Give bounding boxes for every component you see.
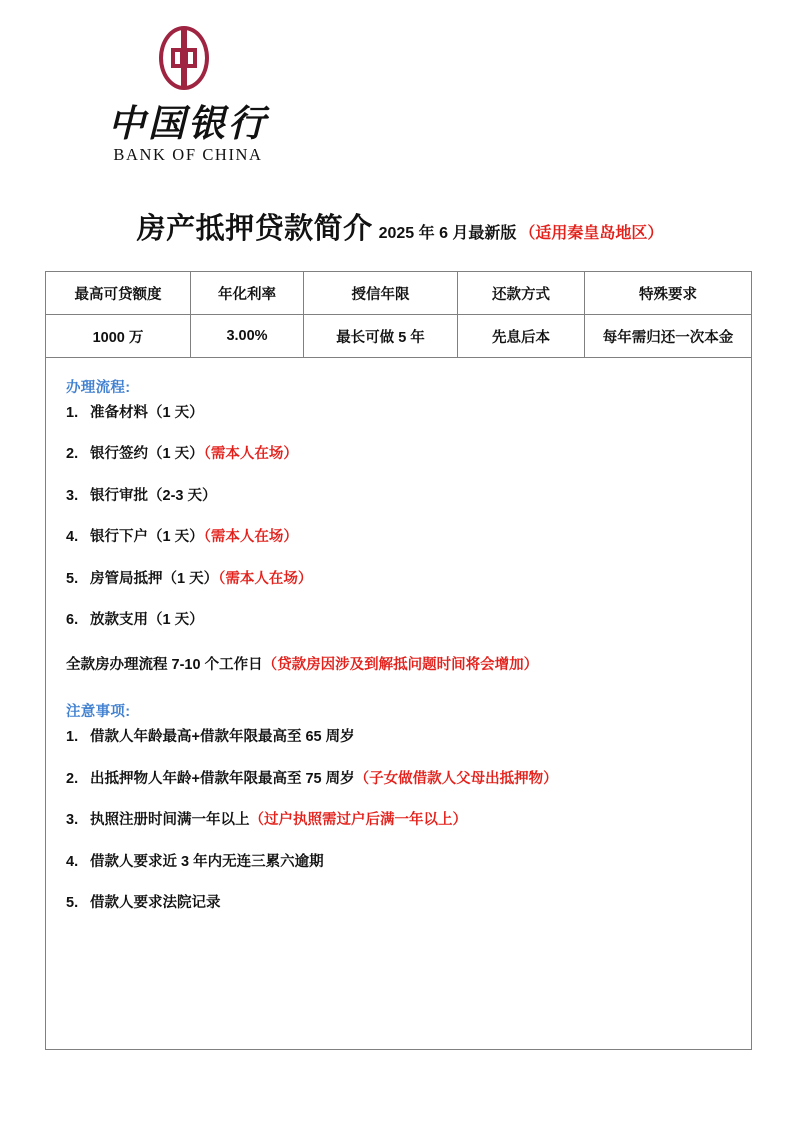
list-item <box>66 488 731 505</box>
list-item <box>66 729 731 746</box>
list-item <box>66 895 731 912</box>
table-value-row <box>46 315 751 358</box>
content-body <box>46 358 751 912</box>
notes-list <box>66 729 731 912</box>
list-item-number: 2. <box>66 446 79 463</box>
list-item-note: （过户执照需过户后满一年以上） <box>249 812 467 829</box>
page-title <box>0 206 800 247</box>
list-item <box>66 854 731 871</box>
list-item <box>66 446 731 463</box>
table-header-cell-repayment-method: 还款方式 <box>458 272 585 315</box>
list-item <box>66 529 731 546</box>
table-header-cell-annual-rate: 年化利率 <box>191 272 304 315</box>
list-item <box>66 405 731 422</box>
list-item-number: 5. <box>66 894 79 911</box>
list-item-text: 出抵押物人年龄+借款年限最高至 75 周岁 <box>90 770 355 787</box>
list-item-text: 借款人要求近 3 年内无连三累六逾期 <box>90 853 324 870</box>
process-summary-note: （贷款房因涉及到解抵问题时间将会增加） <box>262 657 539 674</box>
section-heading-notes: 注意事项: <box>66 704 131 721</box>
loan-spec-table <box>46 272 751 358</box>
table-header-cell-max-amount: 最高可贷额度 <box>46 272 191 315</box>
brand-name-chinese: 中国银行 <box>108 101 268 145</box>
table-value-cell-max-amount: 1000 万 <box>46 315 191 358</box>
list-item-text: 执照注册时间满一年以上 <box>90 812 250 829</box>
list-item-number: 3. <box>66 487 79 504</box>
list-item <box>66 771 731 788</box>
list-item-text: 放款支用（1 天） <box>90 611 204 628</box>
list-item-text: 银行下户（1 天） <box>90 529 204 546</box>
table-header-row <box>46 272 751 315</box>
list-item-text: 银行签约（1 天） <box>90 446 204 463</box>
list-item-text: 借款人要求法院记录 <box>90 894 221 911</box>
list-item <box>66 612 731 629</box>
brand-name-english: BANK OF CHINA <box>113 144 263 164</box>
list-item-text: 借款人年龄最高+借款年限最高至 65 周岁 <box>90 729 355 746</box>
list-item-text: 房管局抵押（1 天） <box>90 570 219 587</box>
list-item-number: 1. <box>66 729 79 746</box>
list-item-number: 6. <box>66 611 79 628</box>
table-value-cell-special-requirement: 每年需归还一次本金 <box>585 315 752 358</box>
bank-of-china-logo-mark <box>159 26 217 98</box>
page-title-region: （适用秦皇岛地区） <box>519 225 664 242</box>
list-item-note: （需本人在场） <box>203 529 298 546</box>
list-item <box>66 812 731 829</box>
page-title-version: 2025 年 6 月最新版 <box>378 225 517 242</box>
list-item-text: 银行审批（2-3 天） <box>90 487 217 504</box>
list-item <box>66 571 731 588</box>
list-item-number: 2. <box>66 770 79 787</box>
bank-logo <box>88 26 288 165</box>
process-list <box>66 405 731 629</box>
process-summary <box>66 653 731 674</box>
table-value-cell-credit-term: 最长可做 5 年 <box>304 315 458 358</box>
list-item-note: （需本人在场） <box>203 446 298 463</box>
section-heading-process: 办理流程: <box>66 380 131 396</box>
list-item-number: 4. <box>66 529 79 546</box>
table-header-cell-credit-term: 授信年限 <box>304 272 458 315</box>
list-item-number: 3. <box>66 812 79 829</box>
list-item-number: 1. <box>66 405 79 421</box>
list-item-number: 4. <box>66 853 79 870</box>
list-item-note: （子女做借款人父母出抵押物） <box>354 770 558 787</box>
table-value-cell-repayment-method: 先息后本 <box>458 315 585 358</box>
logo-square-inner-shape <box>180 52 188 64</box>
list-item-number: 5. <box>66 570 79 587</box>
process-summary-text: 全款房办理流程 7-10 个工作日 <box>66 657 263 674</box>
document-header <box>0 0 800 195</box>
page-title-main: 房产抵押贷款简介 <box>136 213 373 245</box>
table-value-cell-annual-rate: 3.00% <box>191 315 304 358</box>
table-header-cell-special-requirement: 特殊要求 <box>585 272 752 315</box>
content-frame <box>45 271 752 1050</box>
list-item-note: （需本人在场） <box>218 570 313 587</box>
list-item-text: 准备材料（1 天） <box>90 405 204 421</box>
